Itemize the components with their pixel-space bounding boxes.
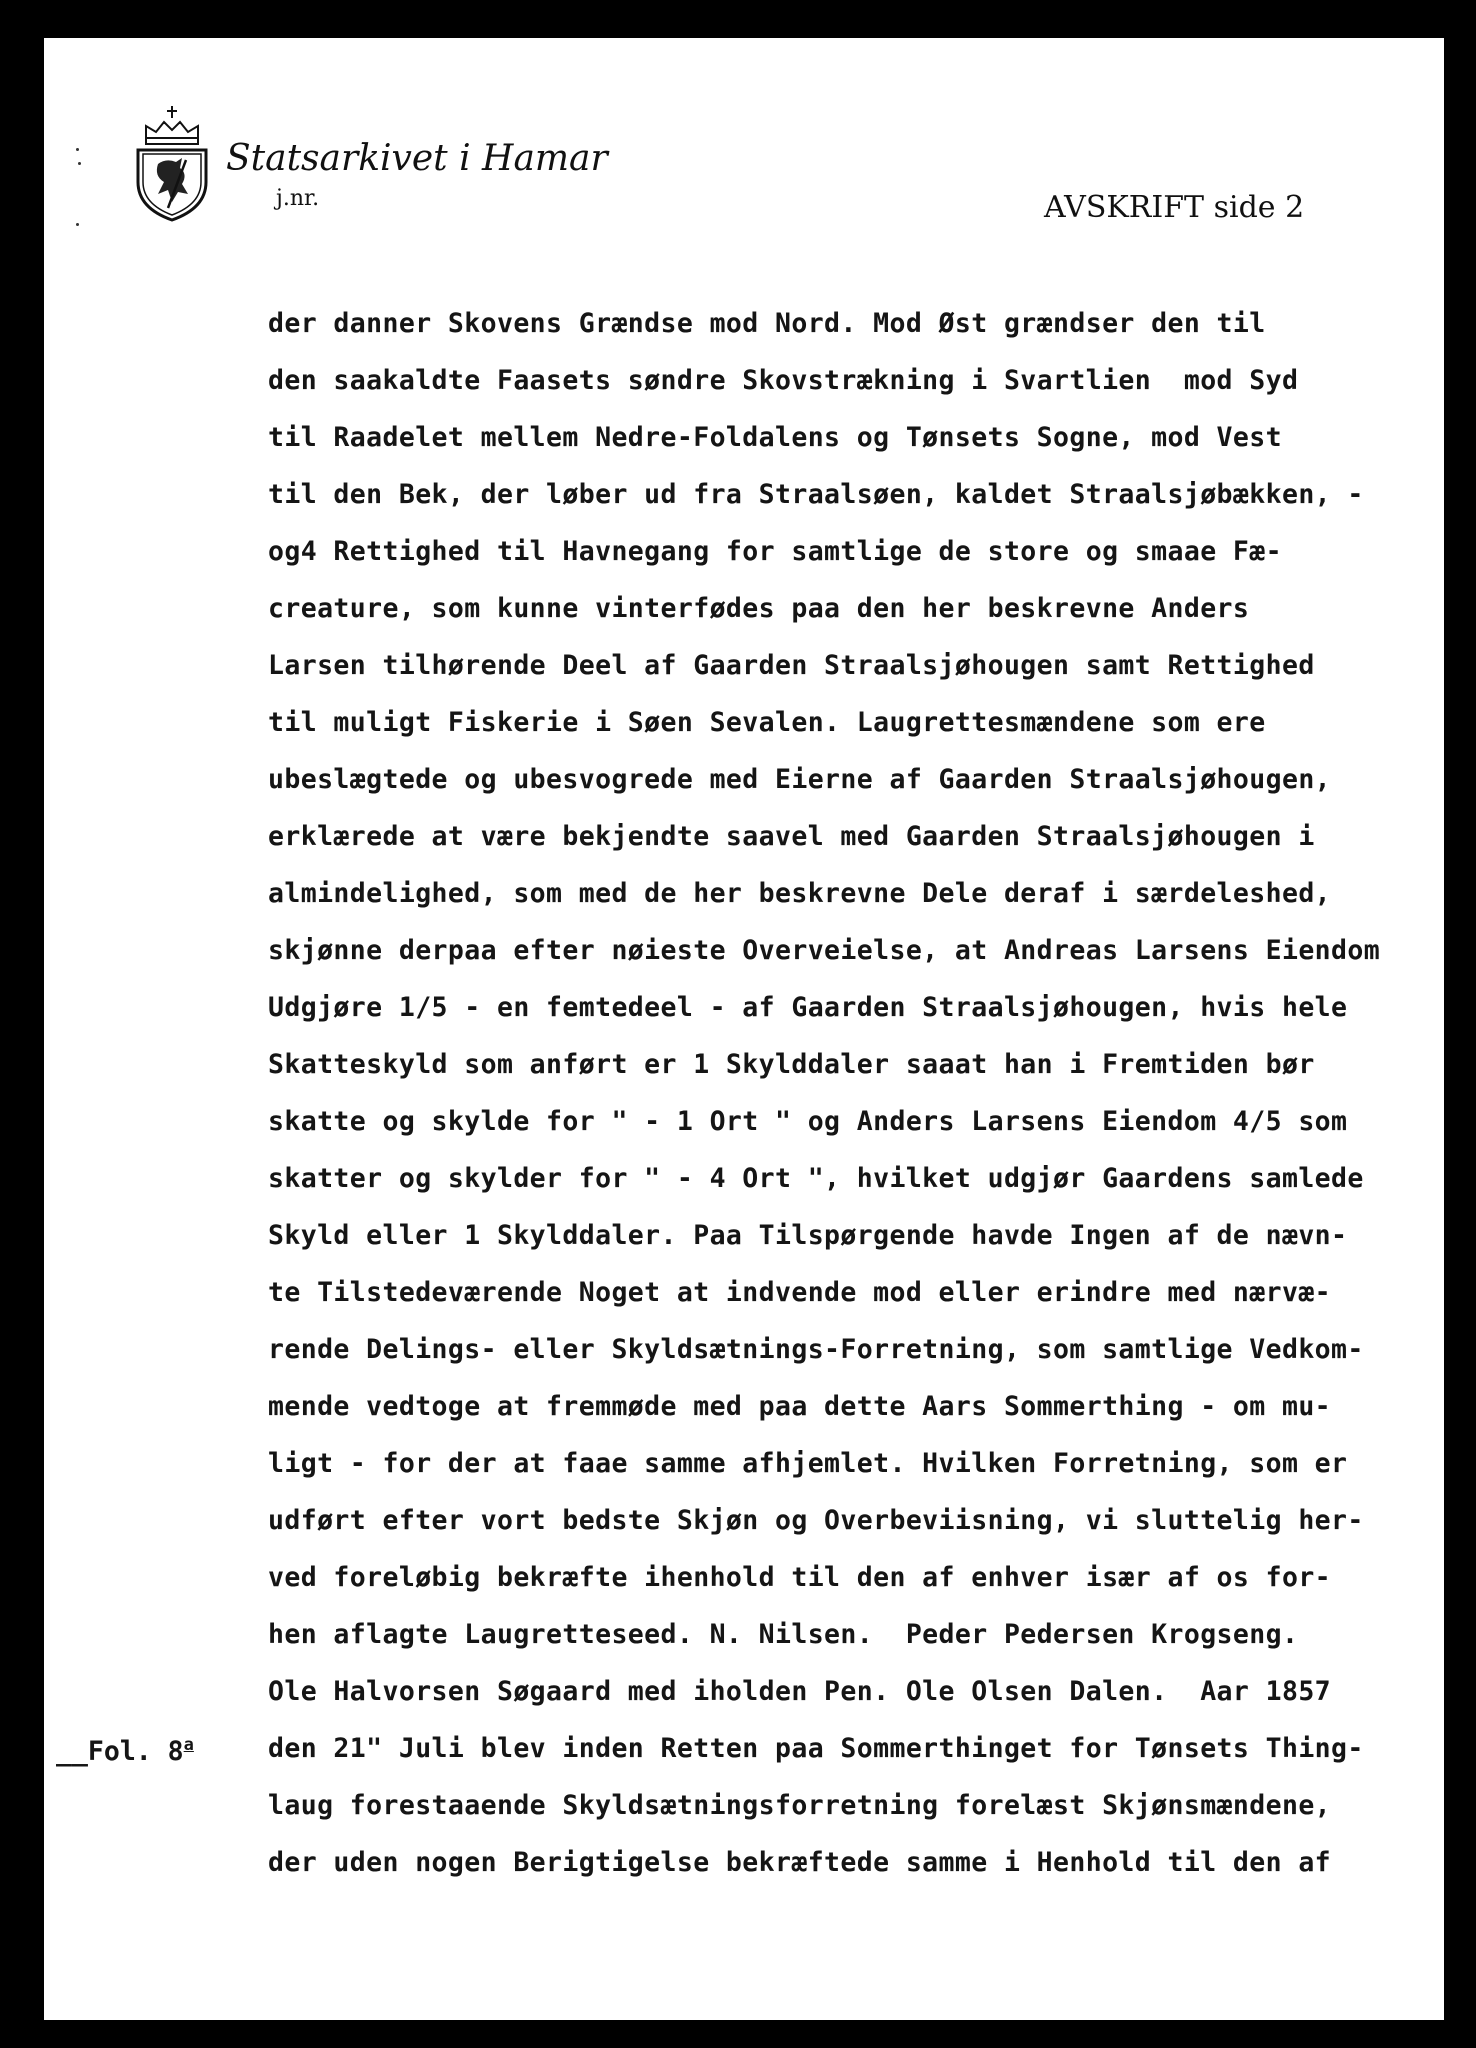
folio-margin-note bbox=[56, 1735, 194, 1767]
margin-mark bbox=[76, 223, 79, 226]
text-line: der danner Skovens Grændse mod Nord. Mod Øst grændser den til bbox=[268, 308, 1266, 339]
text-line: udført efter vort bedste Skjøn og Overbeviisning, vi sluttelig her- bbox=[268, 1505, 1364, 1536]
text-line: laug forestaaende Skyldsætningsforretning forelæst Skjønsmændene, bbox=[268, 1790, 1332, 1821]
text-line: rende Delings- eller Skyldsætnings-Forretning, som samtlige Vedkom- bbox=[268, 1334, 1364, 1365]
text-line: den saakaldte Faasets søndre Skovstrækning i Svartlien mod Syd bbox=[268, 365, 1299, 396]
margin-mark bbox=[76, 148, 79, 151]
text-line: ubeslægtede og ubesvogrede med Eierne af Gaarden Straalsjøhougen, bbox=[268, 764, 1332, 795]
journal-number-label: j.nr. bbox=[276, 186, 320, 211]
folio-note-text: __Fol. 8 bbox=[56, 1735, 184, 1767]
text-line: der uden nogen Berigtigelse bekræftede samme i Henhold til den af bbox=[268, 1847, 1332, 1878]
text-line: mende vedtoge at fremmøde med paa dette Aars Sommerthing - om mu- bbox=[268, 1391, 1332, 1422]
text-line: Ole Halvorsen Søgaard med iholden Pen. Ole Olsen Dalen. Aar 1857 bbox=[268, 1676, 1332, 1707]
text-line: til den Bek, der løber ud fra Straalsøen, kaldet Straalsjøbækken, - bbox=[268, 479, 1364, 510]
norwegian-coat-of-arms-icon bbox=[132, 104, 212, 224]
text-line: og4 Rettighed til Havnegang for samtlige de store og smaae Fæ- bbox=[268, 536, 1282, 567]
text-line: Udgjøre 1/5 - en femtedeel - af Gaarden Straalsjøhougen, hvis hele bbox=[268, 992, 1348, 1023]
text-line: skjønne derpaa efter nøieste Overveielse, at Andreas Larsens Eiendom bbox=[268, 935, 1381, 966]
page-label: AVSKRIFT side 2 bbox=[1044, 190, 1305, 225]
text-line: til Raadelet mellem Nedre-Foldalens og Tønsets Sogne, mod Vest bbox=[268, 422, 1282, 453]
folio-note-superscript: a bbox=[183, 1735, 194, 1755]
text-line: Skyld eller 1 Skylddaler. Paa Tilspørgende havde Ingen af de nævn- bbox=[268, 1220, 1348, 1251]
text-line: erklærede at være bekjendte saavel med Gaarden Straalsjøhougen i bbox=[268, 821, 1315, 852]
text-line: Larsen tilhørende Deel af Gaarden Straalsjøhougen samt Rettighed bbox=[268, 650, 1315, 681]
document-page bbox=[44, 38, 1444, 2020]
text-line: te Tilstedeværende Noget at indvende mod eller erindre med nærvæ- bbox=[268, 1277, 1332, 1308]
text-line: skatte og skylde for " - 1 Ort " og Anders Larsens Eiendom 4/5 som bbox=[268, 1106, 1348, 1137]
text-line: almindelighed, som med de her beskrevne Dele deraf i særdeleshed, bbox=[268, 878, 1332, 909]
text-line: til muligt Fiskerie i Søen Sevalen. Laugrettesmændene som ere bbox=[268, 707, 1266, 738]
margin-mark bbox=[78, 162, 81, 165]
text-line: hen aflagte Laugretteseed. N. Nilsen. Peder Pedersen Krogseng. bbox=[268, 1619, 1299, 1650]
text-line: creature, som kunne vinterfødes paa den her beskrevne Anders bbox=[268, 593, 1250, 624]
text-line: ligt - for der at faae samme afhjemlet. Hvilken Forretning, som er bbox=[268, 1448, 1348, 1479]
text-line: ved foreløbig bekræfte ihenhold til den af enhver især af os for- bbox=[268, 1562, 1332, 1593]
text-line: skatter og skylder for " - 4 Ort ", hvilket udgjør Gaardens samlede bbox=[268, 1163, 1364, 1194]
text-line: Skatteskyld som anført er 1 Skylddaler saaat han i Fremtiden bør bbox=[268, 1049, 1315, 1080]
archive-name: Statsarkivet i Hamar bbox=[226, 138, 608, 179]
text-line: den 21" Juli blev inden Retten paa Sommerthinget for Tønsets Thing- bbox=[268, 1733, 1364, 1764]
